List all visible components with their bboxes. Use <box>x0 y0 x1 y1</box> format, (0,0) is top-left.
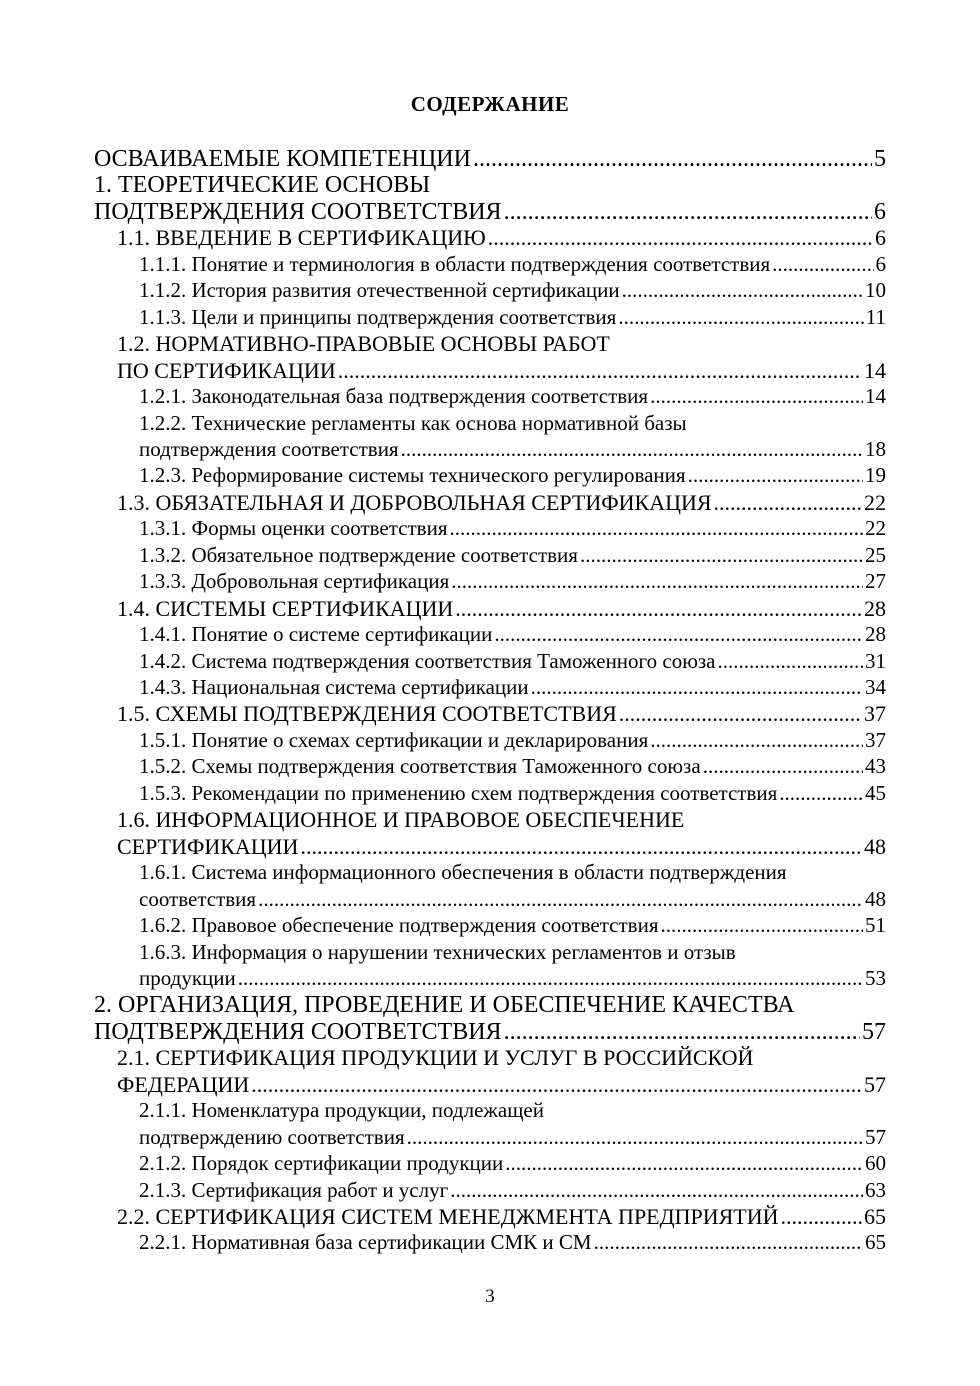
toc-entry-title: соответствия <box>139 886 257 911</box>
toc-entry-page: 37 <box>865 727 886 752</box>
toc-entry[interactable] <box>0 411 886 436</box>
toc-entry-title: 1.1. ВВЕДЕНИЕ В СЕРТИФИКАЦИЮ <box>117 225 486 251</box>
toc-entry-page: 11 <box>865 304 886 329</box>
page-number: 3 <box>485 1286 495 1307</box>
toc-leader-dots <box>619 701 862 727</box>
toc-entry[interactable] <box>0 543 886 568</box>
toc-entry[interactable] <box>0 1230 886 1255</box>
toc-entry[interactable] <box>0 913 886 938</box>
toc-entry-page: 65 <box>865 1230 886 1255</box>
toc-entry-title: 2.1.2. Порядок сертификации продукции <box>139 1151 504 1176</box>
toc-entry-title: ПОДТВЕРЖДЕНИЯ СООТВЕТСТВИЯ <box>94 198 502 225</box>
toc-entry-title: 2.1.1. Номенклатура продукции, подлежащей <box>139 1098 544 1123</box>
toc-leader-dots <box>531 675 863 700</box>
toc-entry-title: 1.4.1. Понятие о системе сертификации <box>139 622 493 647</box>
toc-leader-dots <box>703 754 863 779</box>
toc-entry-page: 57 <box>862 1018 886 1045</box>
toc-entry-title: 1.2.2. Технические регламенты как основа нормативной базы <box>139 410 687 435</box>
toc-entry[interactable] <box>0 834 886 860</box>
toc-entry-page: 65 <box>864 1204 886 1229</box>
toc-entry[interactable] <box>0 305 886 330</box>
toc-leader-dots <box>450 516 864 541</box>
toc-entry[interactable] <box>0 278 886 303</box>
toc-entry-title: ФЕДЕРАЦИИ <box>117 1071 250 1097</box>
toc-entry-page: 14 <box>865 384 886 409</box>
toc-entry[interactable] <box>0 1072 886 1098</box>
toc-entry-page: 6 <box>875 225 886 251</box>
toc-entry[interactable] <box>0 966 886 991</box>
toc-entry-page: 25 <box>865 542 886 567</box>
toc-entry[interactable] <box>0 807 886 833</box>
toc-entry-title: СЕРТИФИКАЦИИ <box>117 833 299 859</box>
toc-leader-dots <box>618 305 863 330</box>
toc-entry-page: 60 <box>865 1151 886 1176</box>
toc-entry-page: 53 <box>865 965 886 990</box>
toc-entry[interactable] <box>0 463 886 488</box>
toc-entry-page: 48 <box>864 833 886 859</box>
toc-entry-title: 1.3.2. Обязательное подтверждение соответствия <box>139 542 578 567</box>
toc-entry-title: 1.3. ОБЯЗАТЕЛЬНАЯ И ДОБРОВОЛЬНАЯ СЕРТИФИКАЦИЯ <box>117 489 712 515</box>
toc-entry-title: 1.6. ИНФОРМАЦИОННОЕ И ПРАВОВОЕ ОБЕСПЕЧЕНИЕ <box>117 807 685 833</box>
toc-entry-title: 1.4. СИСТЕМЫ СЕРТИФИКАЦИИ <box>117 595 454 621</box>
toc-entry[interactable] <box>0 252 886 277</box>
toc-entry[interactable] <box>0 940 886 965</box>
toc-entry[interactable] <box>0 649 886 674</box>
toc-entry[interactable] <box>0 860 886 885</box>
toc-leader-dots <box>494 622 863 647</box>
toc-entry-title: 1.6.1. Система информационного обеспечения в области подтверждения <box>139 860 787 885</box>
toc-entry[interactable] <box>0 675 886 700</box>
toc-entry[interactable] <box>0 331 886 357</box>
toc-entry-title: 1.3.1. Формы оценки соответствия <box>139 516 448 541</box>
toc-leader-dots <box>300 834 862 860</box>
toc-entry-title: 1.2.1. Законодательная база подтверждения соответствия <box>139 384 649 409</box>
toc-entry-page: 19 <box>865 463 886 488</box>
toc-leader-dots <box>594 1230 863 1255</box>
toc-entry-title: 1.5.1. Понятие о схемах сертификации и декларирования <box>139 727 649 752</box>
toc-entry-page: 22 <box>865 516 886 541</box>
toc-entry-title: 1.3.3. Добровольная сертификация <box>139 569 450 594</box>
toc-entry-title: 1.4.2. Система подтверждения соответствия Таможенного союза <box>139 648 716 673</box>
toc-leader-dots <box>473 146 872 173</box>
toc-entry-title: 2.1. СЕРТИФИКАЦИЯ ПРОДУКЦИИ И УСЛУГ В РОССИЙСКОЙ <box>117 1045 754 1071</box>
toc-entry-title: 1.6.3. Информация о нарушении технических регламентов и отзыв <box>139 939 736 964</box>
toc-entry[interactable] <box>0 516 886 541</box>
toc-leader-dots <box>650 728 863 753</box>
toc-leader-dots <box>718 649 863 674</box>
toc-entry-title: 2.1.3. Сертификация работ и услуг <box>139 1177 449 1202</box>
toc-leader-dots <box>450 1178 863 1203</box>
toc-entry-page: 22 <box>864 489 886 515</box>
toc-entry-page: 10 <box>865 278 886 303</box>
toc-leader-dots <box>455 596 862 622</box>
toc-entry[interactable] <box>0 199 886 226</box>
toc-leader-dots <box>660 913 863 938</box>
toc-entry-page: 31 <box>865 648 886 673</box>
toc-entry-title: 1.5.2. Схемы подтверждения соответствия Таможенного союза <box>139 754 701 779</box>
toc-entry-title: ПОДТВЕРЖДЕНИЯ СООТВЕТСТВИЯ <box>94 1018 502 1045</box>
toc-entry-page: 57 <box>864 1071 886 1097</box>
toc-entry-title: 1.5. СХЕМЫ ПОДТВЕРЖДЕНИЯ СООТВЕТСТВИЯ <box>117 701 617 727</box>
toc-entry-page: 63 <box>865 1177 886 1202</box>
toc-entry-title: 1.4.3. Национальная система сертификации <box>139 675 529 699</box>
toc-entry[interactable] <box>0 728 886 753</box>
toc-entry[interactable] <box>0 701 886 727</box>
toc-entry[interactable] <box>0 622 886 647</box>
toc-entry-page: 37 <box>864 701 886 727</box>
toc-entry-page: 5 <box>874 146 886 172</box>
toc-entry-title: 2.2. СЕРТИФИКАЦИЯ СИСТЕМ МЕНЕДЖМЕНТА ПРЕДПРИЯТИЙ <box>117 1204 779 1229</box>
toc-entry[interactable] <box>0 992 886 1019</box>
toc-entry[interactable] <box>0 225 886 251</box>
toc-entry[interactable] <box>0 1098 886 1123</box>
toc-leader-dots <box>407 1125 863 1150</box>
toc-entry[interactable] <box>0 1125 886 1150</box>
toc-entry[interactable] <box>0 754 886 779</box>
toc-entry-title: 1.1.3. Цели и принципы подтверждения соответствия <box>139 304 617 329</box>
toc-entry[interactable] <box>0 781 886 806</box>
toc-leader-dots <box>488 225 873 251</box>
toc-leader-dots <box>779 781 863 806</box>
toc-entry-title: 1.1.2. История развития отечественной сертификации <box>139 278 620 303</box>
toc-leader-dots <box>781 1204 862 1230</box>
toc-leader-dots <box>580 543 863 568</box>
toc-entry-title: 2. ОРГАНИЗАЦИЯ, ПРОВЕДЕНИЕ И ОБЕСПЕЧЕНИЕ КАЧЕСТВА <box>94 992 795 1019</box>
toc-leader-dots <box>622 278 863 303</box>
toc-leader-dots <box>238 966 863 991</box>
toc-entry-page: 28 <box>865 622 886 647</box>
toc-entry-title: подтверждению соответствия <box>139 1124 405 1149</box>
toc-entry[interactable] <box>0 1204 886 1230</box>
toc-entry-title: продукции <box>139 965 236 990</box>
toc-entry[interactable] <box>0 1151 886 1176</box>
toc-entry-page: 14 <box>864 357 886 383</box>
toc-entry-title: ОСВАИВАЕМЫЕ КОМПЕТЕНЦИИ <box>94 146 471 172</box>
toc-entry-page: 48 <box>865 886 886 911</box>
toc-entry-title: 1.6.2. Правовое обеспечение подтверждения соответствия <box>139 913 659 938</box>
toc-entry-title: 2.2.1. Нормативная база сертификации СМК и СМ <box>139 1230 592 1255</box>
toc-leader-dots <box>258 887 863 912</box>
toc-leader-dots <box>650 384 863 409</box>
toc-entry[interactable] <box>0 490 886 516</box>
toc-title: СОДЕРЖАНИЕ <box>410 92 570 116</box>
toc-leader-dots <box>688 463 863 488</box>
toc-entry-title: 1.2.3. Реформирование системы технического регулирования <box>139 463 686 488</box>
toc-entry[interactable] <box>0 437 886 462</box>
toc-leader-dots <box>451 569 863 594</box>
toc-entry-page: 34 <box>865 675 886 699</box>
toc-entry[interactable] <box>0 172 886 199</box>
toc-entry[interactable] <box>0 358 886 384</box>
toc-leader-dots <box>251 1072 862 1098</box>
toc-entry-page: 43 <box>865 754 886 779</box>
toc-entry-page: 57 <box>865 1124 886 1149</box>
toc-entry-page: 6 <box>874 198 886 225</box>
toc-entry[interactable] <box>0 1045 886 1071</box>
toc-entry-page: 27 <box>865 569 886 594</box>
toc-leader-dots <box>401 437 863 462</box>
toc-leader-dots <box>772 252 873 277</box>
toc-entry[interactable] <box>0 1019 886 1046</box>
toc-entry-title: 1. ТЕОРЕТИЧЕСКИЕ ОСНОВЫ <box>94 172 431 199</box>
toc-leader-dots <box>504 1019 860 1046</box>
toc-entry[interactable] <box>0 1178 886 1203</box>
toc-entry-title: 1.2. НОРМАТИВНО-ПРАВОВЫЕ ОСНОВЫ РАБОТ <box>117 331 610 357</box>
toc-entry[interactable] <box>0 569 886 594</box>
toc-leader-dots <box>505 1151 863 1176</box>
toc-entry-title: подтверждения соответствия <box>139 436 399 461</box>
toc-entry[interactable] <box>0 887 886 912</box>
toc-entry-title: 1.5.3. Рекомендации по применению схем подтверждения соответствия <box>139 780 778 805</box>
toc-entry-page: 51 <box>865 913 886 938</box>
toc-entry-title: 1.1.1. Понятие и терминология в области подтверждения соответствия <box>139 251 771 276</box>
toc-entry[interactable] <box>0 384 886 409</box>
toc-entry-page: 18 <box>865 436 886 461</box>
toc-leader-dots <box>504 199 872 226</box>
toc-leader-dots <box>714 490 862 516</box>
toc-leader-dots <box>338 358 862 384</box>
toc-entry-page: 6 <box>875 251 886 276</box>
toc-entry[interactable] <box>0 146 886 173</box>
toc-entry-title: ПО СЕРТИФИКАЦИИ <box>117 357 336 383</box>
toc-entry-page: 45 <box>865 780 886 805</box>
toc-entry-page: 28 <box>864 595 886 621</box>
toc-entry[interactable] <box>0 596 886 622</box>
